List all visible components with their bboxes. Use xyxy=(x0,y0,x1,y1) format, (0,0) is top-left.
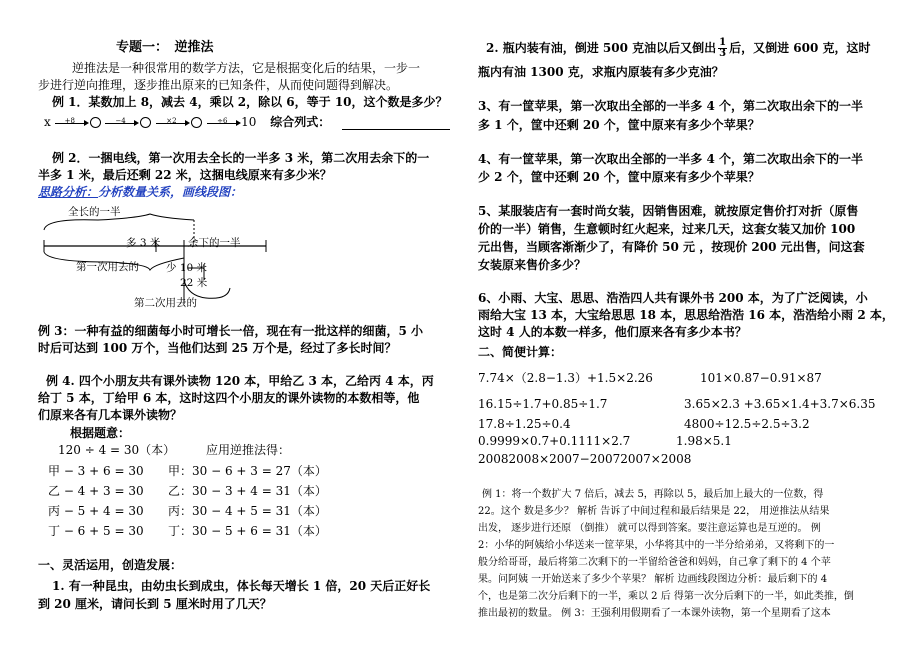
question-4-line-2: 少 2 个，筐中还剩 20 个，筐中原来有多少个苹果？ xyxy=(478,170,760,184)
question-5-line-4: 女装原来售价多少？ xyxy=(478,258,587,272)
example-2-line-2: 半多 1 米，最后还剩 22 米，这捆电线原来有多少米？ xyxy=(38,168,332,182)
example-1-flow xyxy=(44,114,450,130)
example-3-line-2: 时后可达到 100 万个，当他们达到 25 万个是，经过了多长时间？ xyxy=(38,341,397,355)
fraction-one-third: $\frac{1}{3}$ xyxy=(719,37,727,59)
flow-node xyxy=(90,117,101,128)
question-6-line-1: 6、小雨、大宝、思思、浩浩四人共有课外书 200 本，为了广泛阅读，小 xyxy=(478,291,868,305)
note-line-7: 个，也是第二次分后剩下的一半，乘以 2 后 得第一次分后剩下的一半，如此类推，倒 xyxy=(478,591,854,602)
flow-arrow-1: +8 xyxy=(55,117,89,129)
example-4-line-3: 们原来各有几本课外读物？ xyxy=(38,408,183,422)
reverse-label: 应用逆推法得： xyxy=(206,443,291,457)
example-3-line-1: 例 3：一种有益的细菌每小时可增长一倍，现在有一批这样的细菌，5 小 xyxy=(38,324,424,338)
eq-left-4: 丁 − 6 + 5 = 30 xyxy=(48,524,144,538)
eq-right-4: 丁：30 − 5 + 6 = 31（本） xyxy=(168,524,327,538)
calc-5: 20082008×2007−20072007×2008 xyxy=(478,452,692,466)
question-5-line-1: 5、某服装店有一套时尚女装，因销售困难，就按原定售价打对折（原售 xyxy=(478,204,859,218)
flow-x: x xyxy=(44,115,51,129)
section-2-title: 二、简便计算： xyxy=(478,345,563,359)
segment-diagram xyxy=(38,200,278,310)
basis-label: 根据题意： xyxy=(70,426,131,440)
calc-1b: 101×0.87−0.91×87 xyxy=(700,371,822,385)
answer-blank xyxy=(342,119,450,130)
seg-more3: 多 3 米 xyxy=(126,237,161,249)
eq-right-1: 甲：30 − 6 + 3 = 27（本） xyxy=(168,464,327,478)
question-5-line-2: 价的一半）销售，生意顿时红火起来，过来几天，这套女装又加价 100 xyxy=(478,222,856,236)
question-3-line-1: 3、有一筐苹果，第一次取出全部的一半多 4 个，第二次取出余下的一半 xyxy=(478,99,864,113)
flow-arrow-3: ×2 xyxy=(156,117,190,129)
question-3-line-2: 多 1 个，筐中还剩 20 个，筐中原来有多少个苹果？ xyxy=(478,118,760,132)
eq-left-1: 甲 − 3 + 6 = 30 xyxy=(48,464,144,478)
calc-1a: 7.74×（2.8−1.3）+1.5×2.26 xyxy=(478,371,653,385)
seg-first-used: 第一次用去的 xyxy=(76,261,139,273)
eq-left-3: 丙 − 5 + 4 = 30 xyxy=(48,504,144,518)
question-1-line-1: 1. 有一种昆虫，由幼虫长到成虫，体长每天增长 1 倍，20 天后正好长 xyxy=(52,579,431,593)
hint-head: 思路分析： xyxy=(38,185,99,199)
example-4-line-1: 例 4. 四个小朋友共有课外读物 120 本，甲给乙 3 本，乙给丙 4 本，丙 xyxy=(46,374,434,388)
flow-arrow-4: ÷6 xyxy=(207,117,241,129)
note-line-4: 2：小华的阿姨给小华送来一筐苹果，小华将其中的一半分给弟弟，又将剩下的一 xyxy=(478,540,835,551)
note-line-8: 推出最初的数量。 例 3：王强利用假期看了一本课外读物，第一个星期看了这本 xyxy=(478,608,831,619)
question-6-line-3: 这时 4 人的本数一样多，他们原来各有多少本书？ xyxy=(478,325,747,339)
eq-right-3: 丙：30 − 4 + 5 = 31（本） xyxy=(168,504,327,518)
page-title: 专题一： 逆推法 xyxy=(116,40,214,55)
note-line-5: 般分给哥哥，最后将第二次剩下的一半留给爸爸和妈妈，自己拿了剩下的 4 个苹 xyxy=(478,557,831,568)
question-5-line-3: 元出售，当顾客渐渐少了，有降价 50 元 ，按现价 200 元出售，问这套 xyxy=(478,240,865,254)
question-1-line-2: 到 20 厘米，请问长到 5 厘米时用了几天？ xyxy=(38,597,272,611)
note-line-3: 出发， 逐步进行还原 （倒推） 就可以得到答案。要注意运算也是互逆的。 例 xyxy=(478,523,821,534)
calc-3b: 4800÷12.5÷2.5÷3.2 xyxy=(684,417,810,431)
seg-22: 22 米 xyxy=(180,277,208,289)
question-2-line-2: 瓶内有油 1300 克，求瓶内原装有多少克油？ xyxy=(478,65,724,79)
eq-right-2: 乙：30 − 3 + 4 = 31（本） xyxy=(168,484,327,498)
calc-4a: 0.9999×0.7+0.1111×2.7 xyxy=(478,434,631,448)
flow-result: 10 xyxy=(241,115,257,129)
seg-less10: 少 10 米 xyxy=(166,262,208,274)
calc-4b: 1.98×5.1 xyxy=(676,434,732,448)
hint-tail: 分析数量关系，画线段图： xyxy=(98,185,243,199)
intro-line-1: 逆推法是一种很常用的数学方法，它是根据变化后的结果，一步一 xyxy=(72,61,421,75)
calc-2b: 3.65×2.3 +3.65×1.4+3.7×6.35 xyxy=(684,397,876,411)
example-2-line-1: 例 2．一捆电线，第一次用去全长的一半多 3 米，第二次用去余下的一 xyxy=(52,151,430,165)
intro-line-2: 步进行逆向推理，逐步推出原来的已知条件，从而使问题得到解决。 xyxy=(38,78,399,92)
question-6-line-2: 雨给大宝 13 本，大宝给思思 18 本，思思给浩浩 16 本，浩浩给小雨 2 本， xyxy=(478,308,894,322)
hint xyxy=(38,184,242,200)
calc-3a: 17.8÷1.25÷0.4 xyxy=(478,417,571,431)
flow-node xyxy=(191,117,202,128)
example-1: 例 1．某数加上 8，减去 4，乘以 2，除以 6，等于 10，这个数是多少？ xyxy=(52,95,448,109)
note-line-1: 例 1：将一个数扩大 7 倍后，减去 5，再除以 5，最后加上最大的一位数，得 xyxy=(482,489,824,500)
question-4-line-1: 4、有一筐苹果，第一次取出全部的一半多 4 个，第二次取出余下的一半 xyxy=(478,152,864,166)
eq-total: 120 ÷ 4 = 30（本） xyxy=(58,443,176,457)
note-line-2: 22。这个 数是多少？ 解析 告诉了中间过程和最后结果是 22， 用逆推法从结果 xyxy=(478,506,830,517)
example-4-line-2: 给丁 5 本，丁给甲 6 本，这时这四个小朋友的课外读物的本数相等，他 xyxy=(38,391,420,405)
question-2-line-1: 2. 瓶内装有油，倒进 500 克油以后又倒出 $\frac{1}{3}$ 后，又倒进 600 克，这时 xyxy=(486,37,871,59)
flow-arrow-2: −4 xyxy=(105,117,139,129)
eq-left-2: 乙 − 4 + 3 = 30 xyxy=(48,484,144,498)
seg-rest-half: 余下的一半 xyxy=(188,237,241,249)
flow-label: 综合列式： xyxy=(270,115,331,129)
note-line-6: 果。问阿姨 一开始送来了多少个苹果？ 解析 边画线段图边分析：最后剩下的 4 xyxy=(478,574,828,585)
flow-node xyxy=(140,117,151,128)
section-1-title: 一、灵活运用，创造发展： xyxy=(38,558,183,572)
seg-second-used: 第二次用去的 xyxy=(134,297,197,309)
seg-half-all: 全长的一半 xyxy=(68,206,121,218)
calc-2a: 16.15÷1.7+0.85÷1.7 xyxy=(478,397,608,411)
